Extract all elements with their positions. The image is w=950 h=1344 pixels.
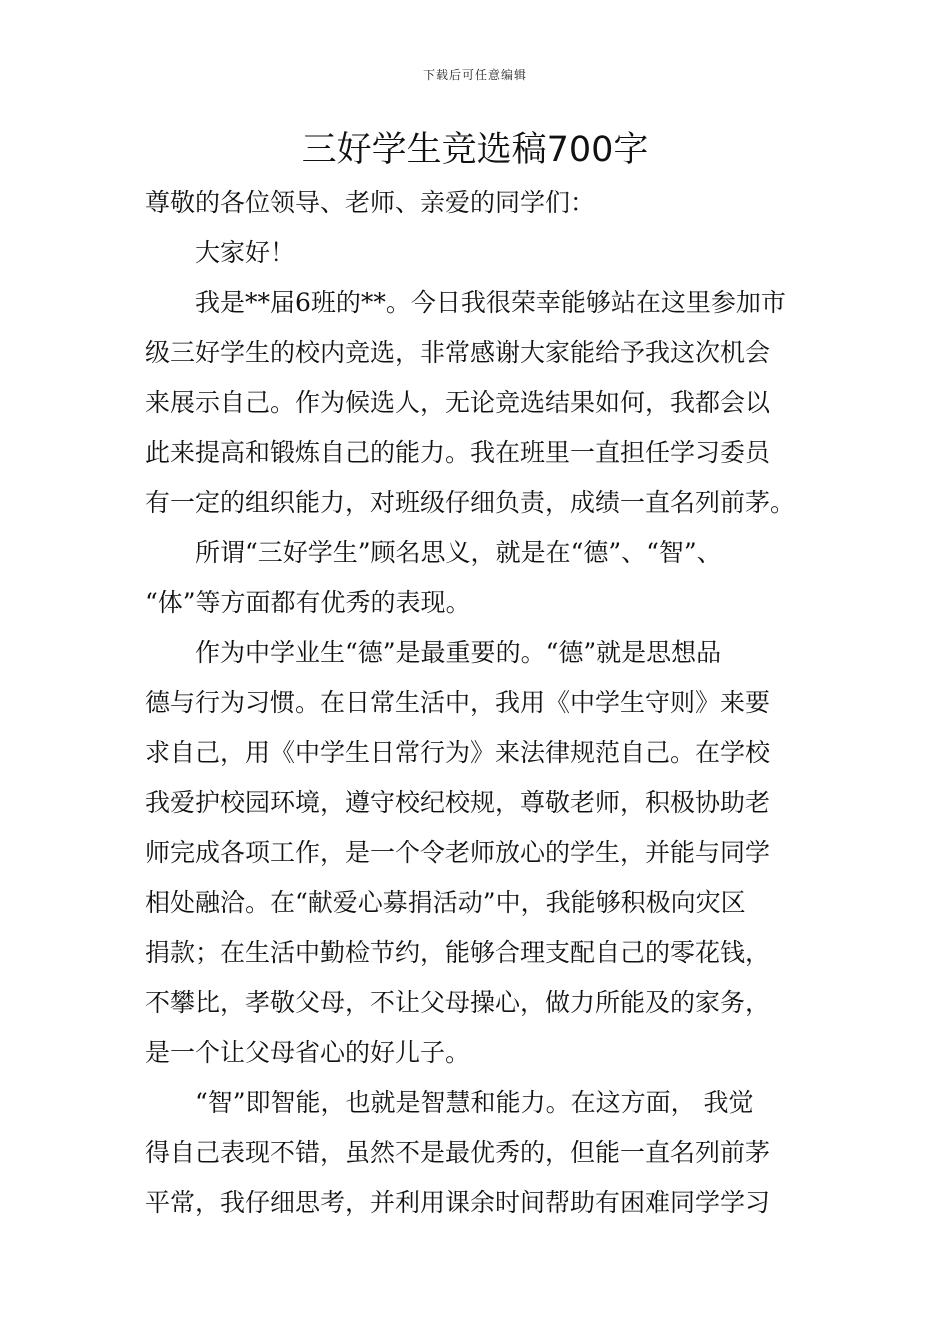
text-line: 有一定的组织能力，对班级仔细负责，成绩一直名列前茅。 xyxy=(145,488,796,517)
document-body xyxy=(145,178,820,1228)
document-title: 三好学生竞选稿700字 xyxy=(301,130,649,170)
text-line: 不攀比，孝敬父母，不让父母操心，做力所能及的家务， xyxy=(145,988,771,1017)
text-line: 作为中学业生“德”是最重要的。“德”就是思想品 xyxy=(195,638,722,667)
text-line: 师完成各项工作，是一个令老师放心的学生，并能与同学 xyxy=(145,838,771,867)
text-line: 我是**届6班的**。今日我很荣幸能够站在这里参加市 xyxy=(195,288,786,317)
text-line: 是一个让父母省心的好儿子。 xyxy=(145,1038,471,1067)
text-line: 相处融洽。在“献爱心募捐活动”中，我能够积极向灾区 xyxy=(145,888,746,917)
text-line: 求自己，用《中学生日常行为》来法律规范自己。在学校 xyxy=(145,738,771,767)
text-line: 大家好！ xyxy=(195,238,296,267)
header-note: 下载后可任意编辑 xyxy=(422,68,527,82)
text-line: “体”等方面都有优秀的表现。 xyxy=(145,588,471,617)
text-line: 平常，我仔细思考，并利用课余时间帮助有困难同学学习 xyxy=(145,1188,771,1217)
text-line: 捐款；在生活中勤检节约，能够合理支配自己的零花钱， xyxy=(145,938,771,967)
text-line: 来展示自己。作为候选人，无论竞选结果如何，我都会以 xyxy=(145,388,771,417)
text-line: “智”即智能，也就是智慧和能力。在这方面， 我觉 xyxy=(195,1088,754,1117)
text-line: 所谓“三好学生”顾名思义，就是在“德”、“智”、 xyxy=(195,538,722,567)
text-line: 级三好学生的校内竞选，非常感谢大家能给予我这次机会 xyxy=(145,338,771,367)
text-line: 此来提高和锻炼自己的能力。我在班里一直担任学习委员 xyxy=(145,438,771,467)
text-line: 得自己表现不错，虽然不是最优秀的，但能一直名列前茅 xyxy=(145,1138,771,1167)
text-line: 德与行为习惯。在日常生活中，我用《中学生守则》来要 xyxy=(145,688,771,717)
text-line: 我爱护校园环境，遵守校纪校规，尊敬老师，积极协助老 xyxy=(145,788,771,817)
text-line: 尊敬的各位领导、老师、亲爱的同学们： xyxy=(145,188,596,217)
